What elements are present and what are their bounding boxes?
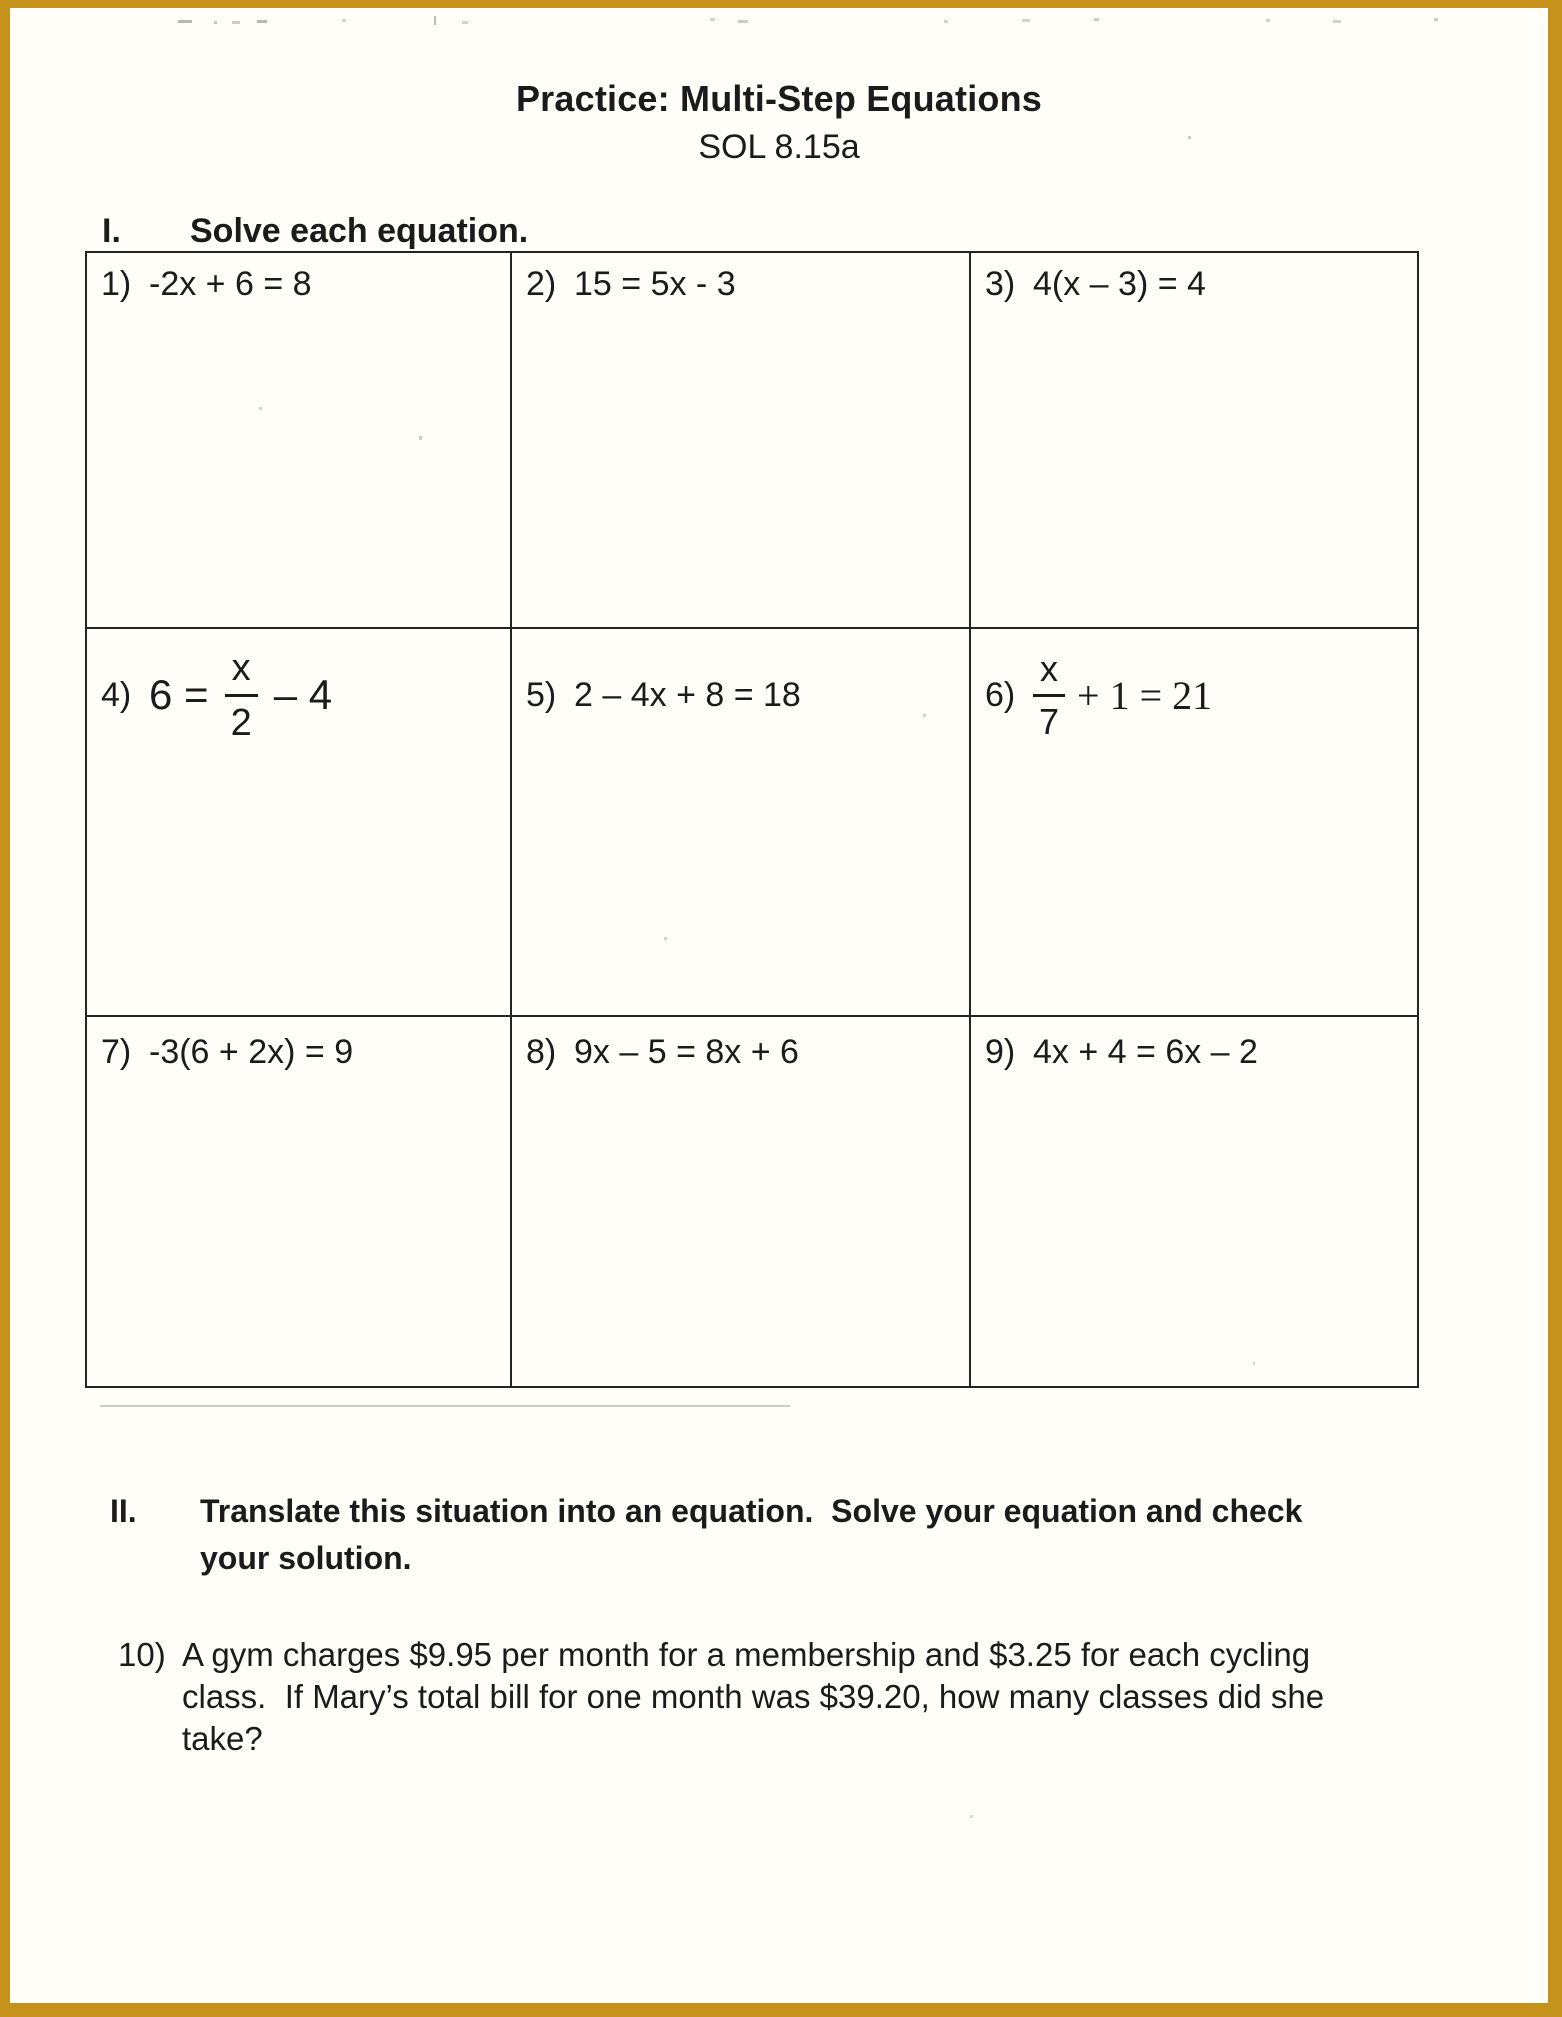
scan-artifact <box>232 21 240 24</box>
problem-10-text <box>182 1634 1324 1760</box>
scan-artifact <box>944 20 948 23</box>
problem-number: 9) <box>985 1033 1016 1071</box>
section-1-numeral: I. <box>102 212 121 250</box>
scan-artifact <box>214 21 217 24</box>
problem-10-line: class. If Mary’s total bill for one month was $39.20, how many classes did she <box>182 1678 1325 1715</box>
problem-cell-8 <box>512 1017 971 1386</box>
problem-number: 5) <box>526 675 557 714</box>
scan-artifact <box>419 436 422 440</box>
problems-table <box>85 251 1419 1388</box>
problem-cell-3 <box>971 253 1417 629</box>
scan-artifact <box>462 21 468 24</box>
problem-number: 7) <box>101 1033 132 1071</box>
fraction-numerator: x <box>1040 647 1059 689</box>
problem-10-line: A gym charges $9.95 per month for a membership and $3.25 for each cycling <box>182 1636 1311 1673</box>
problem-number: 8) <box>526 1033 557 1071</box>
fraction-denominator: 7 <box>1033 694 1065 742</box>
problem-number: 4) <box>101 675 132 714</box>
problem-equation: 9x – 5 = 8x + 6 <box>574 1033 799 1071</box>
scan-artifact <box>342 19 346 22</box>
worksheet-title: Practice: Multi-Step Equations <box>515 78 1043 119</box>
problem-number: 10) <box>118 1636 166 1673</box>
scan-artifact <box>1022 19 1030 22</box>
problem-equation: 2 – 4x + 8 = 18 <box>574 675 801 714</box>
problem-number: 1) <box>101 265 132 303</box>
problem-cell-9 <box>971 1017 1417 1386</box>
scan-artifact <box>1253 1362 1255 1365</box>
equation-suffix: – 4 <box>273 671 333 718</box>
scan-artifact <box>259 407 262 410</box>
section-2-heading <box>110 1488 1548 1582</box>
scan-artifact <box>1434 18 1438 21</box>
section-1-heading-text: Solve each equation. <box>190 212 529 250</box>
heading-line: Translate this situation into an equation. Solve your equation and check <box>200 1493 1303 1529</box>
problem-equation: 4x + 4 = 6x – 2 <box>1033 1033 1258 1071</box>
section-2-numeral: II. <box>110 1493 137 1529</box>
problem-number: 6) <box>985 675 1016 714</box>
problem-cell-7 <box>87 1017 512 1386</box>
heading-line: your solution. <box>200 1540 412 1576</box>
section-2-heading-text <box>200 1488 1302 1582</box>
problem-equation <box>149 647 332 744</box>
scan-artifact <box>434 16 436 25</box>
scan-artifact-double-line <box>100 1405 790 1407</box>
scan-artifact <box>664 937 667 940</box>
problem-cell-4 <box>87 629 512 1017</box>
problem-equation <box>1033 649 1212 742</box>
fraction-denominator: 2 <box>225 694 258 744</box>
equation-prefix: 6 = <box>149 671 209 718</box>
problem-10-line: take? <box>182 1720 263 1757</box>
problem-equation: -3(6 + 2x) = 9 <box>149 1033 354 1071</box>
scan-artifact <box>178 20 192 23</box>
problem-10 <box>118 1634 1548 1760</box>
scan-artifact <box>257 20 267 23</box>
problem-number: 3) <box>985 265 1016 303</box>
scan-artifact <box>1333 20 1341 23</box>
problem-cell-1 <box>87 253 512 629</box>
problem-cell-6 <box>971 629 1417 1017</box>
section-1-heading <box>102 211 1548 251</box>
scan-artifact <box>710 18 715 21</box>
scan-artifact <box>923 714 926 717</box>
problem-cell-5 <box>512 629 971 1017</box>
scan-artifact <box>1094 18 1099 21</box>
problem-equation: 4(x – 3) = 4 <box>1033 265 1206 303</box>
fraction <box>225 647 258 744</box>
scan-artifact <box>738 20 748 23</box>
problem-cell-2 <box>512 253 971 629</box>
problem-equation: -2x + 6 = 8 <box>149 265 312 303</box>
worksheet-subtitle: SOL 8.15a <box>698 128 860 166</box>
title-block <box>10 78 1548 167</box>
problem-equation: 15 = 5x - 3 <box>574 265 736 303</box>
equation-suffix: + 1 = 21 <box>1077 672 1213 718</box>
problem-number: 2) <box>526 265 557 303</box>
fraction-numerator: x <box>231 646 251 689</box>
fraction <box>1033 649 1065 742</box>
scan-artifact <box>1266 19 1270 22</box>
scan-artifact <box>1188 136 1191 139</box>
scan-artifact <box>970 1815 973 1818</box>
